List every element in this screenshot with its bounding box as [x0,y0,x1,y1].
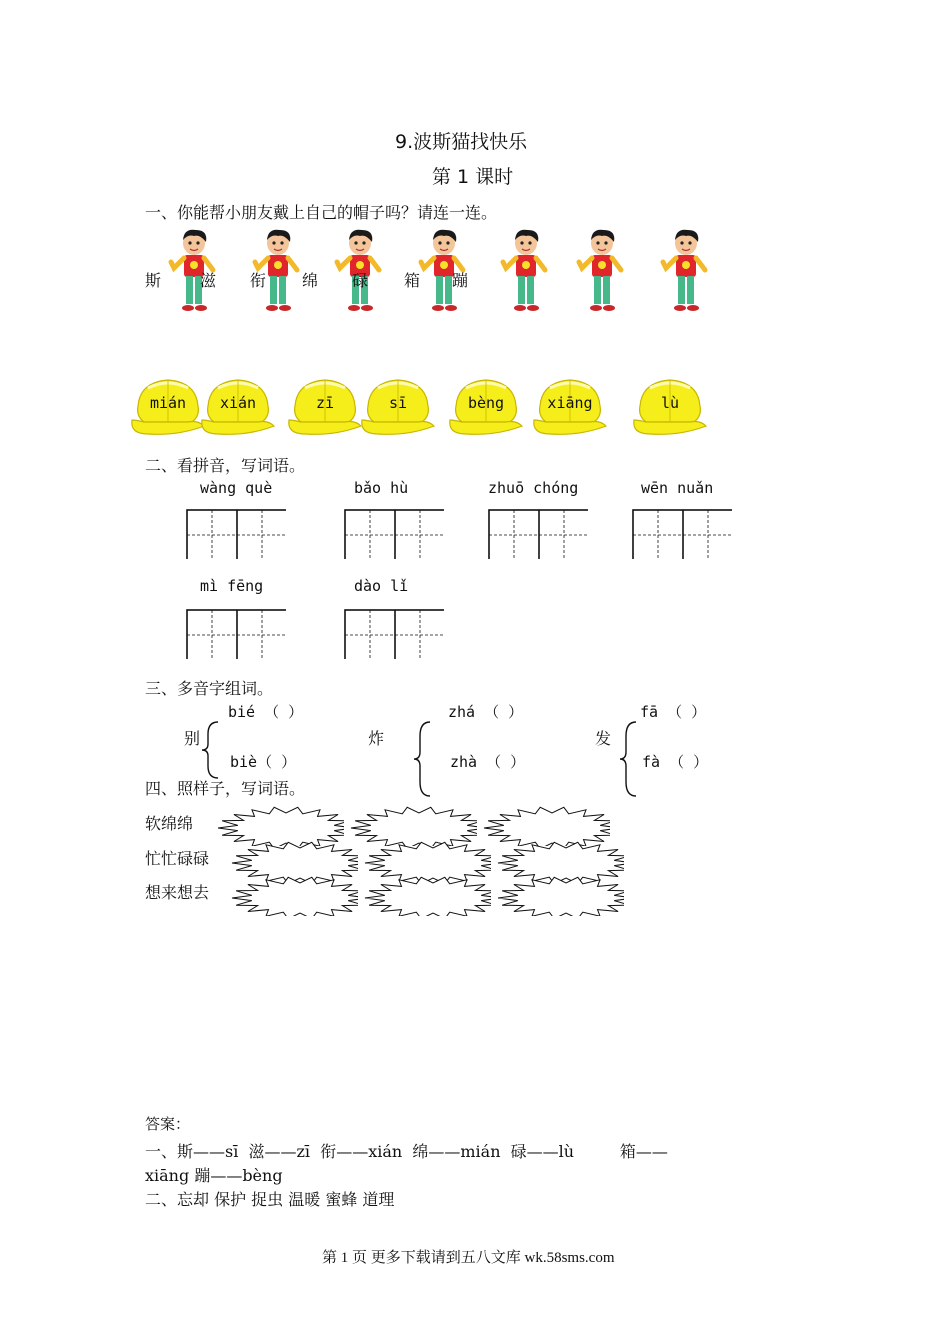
hat-icon [128,376,208,440]
answer-line: xiāng 蹦——bèng [145,1166,283,1185]
kid-figure-icon [500,228,552,318]
polyphone-reading: fà （ ） [642,753,709,771]
writing-grid[interactable] [344,609,444,659]
hanzi-char: 绵 [302,271,319,290]
polyphone-reading: zhà （ ） [450,753,526,771]
hat-pinyin: lù [660,394,680,412]
brace-icon [618,720,640,798]
hat-pinyin: xiāng [547,394,593,412]
answer-line: 二、忘却 保护 捉虫 温暖 蜜蜂 道理 [145,1190,395,1209]
hat-icon [198,376,278,440]
answer-burst-box[interactable] [496,876,624,916]
hat-pinyin: xián [219,394,257,412]
answer-burst-box[interactable] [482,806,610,846]
hat-pinyin: zī [315,394,335,412]
section1-heading: 一、你能帮小朋友戴上自己的帽子吗？请连一连。 [145,203,498,222]
pinyin-label: mì fēng [200,577,264,595]
hat-icon [285,376,365,440]
example-word: 忙忙碌碌 [145,849,210,868]
answers-heading: 答案： [145,1115,191,1133]
answer-burst-box[interactable] [363,876,491,916]
answer-burst-box[interactable] [216,806,344,846]
kid-figure-icon [660,228,712,318]
brace-icon [200,720,222,780]
hanzi-char: 衔 [250,271,267,290]
writing-grid[interactable] [186,509,286,559]
polyphone-reading: zhá （ ） [448,703,524,721]
kid-figure-icon [576,228,628,318]
answer-burst-box[interactable] [230,841,358,881]
section4-heading: 四、照样子，写词语。 [145,779,306,798]
section2-heading: 二、看拼音，写词语。 [145,456,306,475]
writing-grid[interactable] [488,509,588,559]
answer-line: 一、斯——sī 滋——zī 衔——xián 绵——mián 碌——lù 箱—— [145,1142,668,1161]
polyphone-reading: biè（ ） [230,753,297,771]
pinyin-label: dào lǐ [354,577,409,595]
answer-burst-box[interactable] [230,876,358,916]
page-title: 9.波斯猫找快乐 [395,131,528,153]
hat-icon [630,376,710,440]
hat-icon [530,376,610,440]
hanzi-char: 蹦 [452,271,469,290]
example-word: 想来想去 [145,883,210,902]
hat-pinyin: bèng [467,394,505,412]
example-word: 软绵绵 [145,814,194,833]
section3-heading: 三、多音字组词。 [145,679,274,698]
answer-burst-box[interactable] [496,841,624,881]
polyphone-char: 炸 [368,729,385,748]
hanzi-char: 箱 [404,271,421,290]
hat-icon [446,376,526,440]
hat-pinyin: sī [388,394,408,412]
hat-pinyin: mián [149,394,187,412]
hanzi-char: 碌 [352,271,369,290]
pinyin-label: wēn nuǎn [641,479,714,497]
polyphone-char: 别 [184,729,201,748]
writing-grid[interactable] [344,509,444,559]
polyphone-char: 发 [595,729,612,748]
hanzi-char: 斯 [145,271,162,290]
polyphone-reading: bié （ ） [228,703,304,721]
polyphone-reading: fā （ ） [640,703,707,721]
page-footer: 第 1 页 更多下载请到五八文库 wk.58sms.com [322,1250,615,1266]
hanzi-char: 滋 [200,271,217,290]
writing-grid[interactable] [632,509,732,559]
answer-burst-box[interactable] [349,806,477,846]
page-subtitle: 第 1 课时 [432,166,514,188]
writing-grid[interactable] [186,609,286,659]
pinyin-label: bǎo hù [354,479,409,497]
answer-burst-box[interactable] [363,841,491,881]
brace-icon [412,720,434,798]
pinyin-label: wàng què [200,479,273,497]
hat-icon [358,376,438,440]
pinyin-label: zhuō chóng [488,479,579,497]
